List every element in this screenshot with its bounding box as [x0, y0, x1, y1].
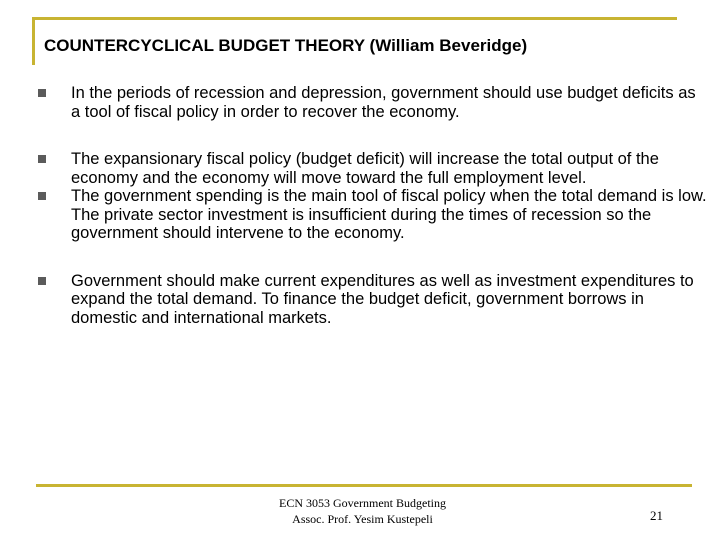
- author-name: Assoc. Prof. Yesim Kustepeli: [292, 512, 433, 526]
- page-number: 21: [650, 508, 663, 523]
- bullet-text: In the periods of recession and depression, government should use budget deficits as a tool of fiscal policy in order to recover the economy.: [71, 84, 696, 121]
- bullet-text: Government should make current expenditures as well as investment expenditures to expand the total demand. To finance the budget deficit, government borrows in domestic and international markets.: [71, 271, 694, 327]
- slide-title: COUNTERCYCLICAL BUDGET THEORY (William Beveridge): [44, 36, 528, 55]
- left-accent-rule: [32, 17, 35, 65]
- bullet-text: The expansionary fiscal policy (budget deficit) will increase the total output of the economy and the economy will move toward the full employment level.: [71, 150, 659, 187]
- bullet-item: [38, 272, 708, 328]
- square-bullet-icon: [38, 192, 46, 200]
- square-bullet-icon: [38, 89, 46, 97]
- square-bullet-icon: [38, 277, 46, 285]
- bullet-text: The government spending is the main tool of fiscal policy when the total demand is low. The private sector investment is insufficient during the times of recession so the government should intervene to the economy.: [71, 187, 707, 242]
- bullet-list: [38, 84, 708, 327]
- top-accent-rule: [33, 17, 677, 20]
- square-bullet-icon: [38, 155, 46, 163]
- course-name: ECN 3053 Government Budgeting: [279, 496, 446, 510]
- bullet-item: [38, 84, 708, 121]
- footer-credits: [240, 495, 485, 527]
- bullet-item: [38, 150, 708, 187]
- bullet-item: [38, 187, 708, 243]
- footer-accent-rule: [36, 484, 692, 487]
